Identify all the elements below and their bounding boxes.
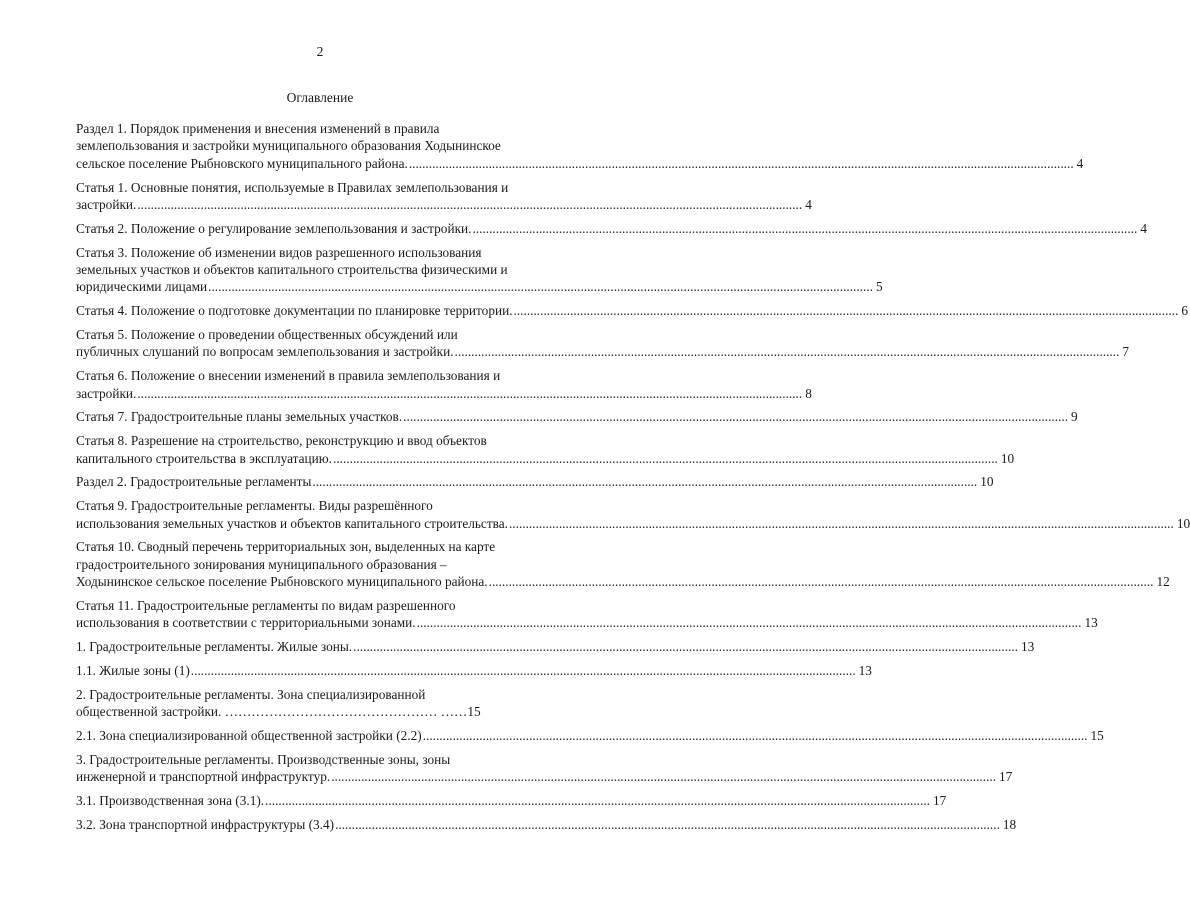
dot-leader: ........................................................................................................................................................................................................ xyxy=(312,474,978,490)
toc-entry-text: общественной застройки. ………………………………………… ……15 xyxy=(76,704,481,720)
toc-entry-text: Статья 7. Градостроительные планы земельных участков. xyxy=(76,409,403,425)
toc-entry-page: 10 xyxy=(1176,515,1190,531)
toc-entry-text: публичных слушаний по вопросам землепользования и застройки. xyxy=(76,344,454,360)
dot-leader: ........................................................................................................................................................................................................ xyxy=(335,816,1000,832)
toc-entry-text: Статья 9. Градостроительные регламенты. Виды разрешённого xyxy=(76,498,433,514)
toc-entry[interactable] xyxy=(76,638,1035,655)
toc-entry-text: 3.1. Производственная зона (3.1). xyxy=(76,793,265,809)
toc-entry[interactable] xyxy=(76,816,1017,833)
toc-entry-text: использования в соответствии с территориальными зонами. xyxy=(76,615,416,631)
toc-entry-page: 5 xyxy=(875,279,883,295)
dot-leader: ........................................................................................................................................................................................................ xyxy=(408,155,1074,171)
toc-entry-text: застройки. xyxy=(76,385,137,401)
toc-entry-page: 17 xyxy=(999,769,1013,785)
toc-title: Оглавление xyxy=(286,90,354,105)
dot-leader: ........................................................................................................................................................................................................ xyxy=(208,279,873,295)
page-number: 2 xyxy=(316,44,324,59)
dot-leader: ........................................................................................................................................................................................................ xyxy=(454,344,1120,360)
toc-entry[interactable] xyxy=(76,179,812,214)
dot-leader: ........................................................................................................................................................................................................ xyxy=(472,220,1138,236)
toc-entry-text: сельское поселение Рыбновского муниципального района. xyxy=(76,155,408,171)
toc-entry[interactable] xyxy=(76,792,947,809)
dot-leader: ........................................................................................................................................................................................................ xyxy=(331,769,997,785)
toc-entry-text: Статья 3. Положение об изменении видов разрешенного использования xyxy=(76,244,482,260)
toc-entry-text: Статья 4. Положение о подготовке документации по планировке территории. xyxy=(76,303,513,319)
toc-entry-page: 9 xyxy=(1071,409,1078,425)
dot-leader: ........................................................................................................................................................................................................ xyxy=(353,639,1018,655)
toc-entry-page: 10 xyxy=(980,474,994,490)
toc-entry[interactable] xyxy=(76,727,1104,744)
toc-entry-text: инженерной и транспортной инфраструктур. xyxy=(76,769,331,785)
toc-entry[interactable] xyxy=(76,497,1190,532)
toc-entry-text: 1.1. Жилые зоны (1) xyxy=(76,663,190,679)
toc-entry[interactable] xyxy=(76,326,1130,361)
toc-entry[interactable] xyxy=(76,120,1084,172)
toc-entry-text: застройки. xyxy=(76,197,137,213)
toc-entry-text: Статья 11. Градостроительные регламенты по видам разрешенного xyxy=(76,598,456,614)
dot-leader: ........................................................................................................................................................................................................ xyxy=(488,574,1154,590)
toc-entry[interactable] xyxy=(76,662,872,679)
toc-entry[interactable] xyxy=(76,432,1015,467)
toc-entry[interactable] xyxy=(76,302,1189,319)
toc-entry[interactable] xyxy=(76,751,1013,786)
toc-entry[interactable] xyxy=(76,408,1078,425)
toc-entry[interactable] xyxy=(76,220,1147,237)
toc-entry[interactable] xyxy=(76,597,1098,632)
toc-entry-page: 18 xyxy=(1002,816,1017,832)
dot-leader: ........................................................................................................................................................................................................ xyxy=(513,303,1179,319)
table-of-contents xyxy=(76,120,1190,840)
toc-entry-page: 13 xyxy=(1084,615,1098,631)
toc-entry-text: Ходынинское сельское поселение Рыбновского муниципального района. xyxy=(76,574,488,590)
toc-entry-page: 4 xyxy=(1140,220,1147,236)
toc-entry-page: 17 xyxy=(932,793,947,809)
dot-leader: ........................................................................................................................................................................................................ xyxy=(403,409,1069,425)
dot-leader: ........................................................................................................................................................................................................ xyxy=(190,663,856,679)
toc-entry-text: градостроительного зонирования муниципального образования – xyxy=(76,556,447,572)
toc-entry-text: Статья 2. Положение о регулирование землепользования и застройки. xyxy=(76,220,472,236)
dot-leader: ........................................................................................................................................................................................................ xyxy=(416,615,1082,631)
toc-entry-page: 8 xyxy=(805,385,812,401)
toc-entry-page: 10 xyxy=(1000,450,1015,466)
toc-entry-text: 2.1. Зона специализированной общественной застройки (2.2) xyxy=(76,728,422,744)
toc-entry[interactable] xyxy=(76,244,883,296)
toc-entry-text: Раздел 2. Градостроительные регламенты xyxy=(76,474,312,490)
dot-leader: ........................................................................................................................................................................................................ xyxy=(508,515,1174,531)
toc-entry-page: 4 xyxy=(805,197,812,213)
toc-entry-page: 6 xyxy=(1181,303,1189,319)
toc-entry-text: 3.2. Зона транспортной инфраструктуры (3.4) xyxy=(76,816,335,832)
toc-entry-text: 3. Градостроительные регламенты. Производственные зоны, зоны xyxy=(76,751,451,767)
dot-leader: ........................................................................................................................................................................................................ xyxy=(422,728,1088,744)
toc-entry[interactable] xyxy=(76,473,994,490)
toc-entry-text: землепользования и застройки муниципального образования Ходынинское xyxy=(76,138,501,154)
toc-entry-text: юридическими лицами xyxy=(76,279,208,295)
toc-entry[interactable] xyxy=(76,367,812,402)
toc-entry-text: Статья 10. Сводный перечень территориальных зон, выделенных на карте xyxy=(76,539,496,555)
dot-leader: ........................................................................................................................................................................................................ xyxy=(333,450,998,466)
toc-entry-text: Статья 1. Основные понятия, используемые в Правилах землепользования и xyxy=(76,179,509,195)
toc-entry-page: 4 xyxy=(1076,155,1084,171)
dot-leader: ........................................................................................................................................................................................................ xyxy=(137,385,803,401)
toc-entry-text: капитального строительства в эксплуатацию. xyxy=(76,450,332,466)
toc-entry-page: 15 xyxy=(1090,728,1104,744)
dot-leader: ........................................................................................................................................................................................................ xyxy=(137,197,803,213)
toc-entry-text: 2. Градостроительные регламенты. Зона специализированной xyxy=(76,686,426,702)
toc-entry-text: Статья 8. Разрешение на строительство, реконструкцию и ввод объектов xyxy=(76,433,487,449)
toc-entry-text: Раздел 1. Порядок применения и внесения изменений в правила xyxy=(76,121,440,136)
toc-entry-page: 7 xyxy=(1122,344,1130,360)
toc-entry[interactable] xyxy=(76,538,1170,590)
toc-entry-page: 13 xyxy=(1020,639,1035,655)
toc-entry-text: использования земельных участков и объектов капитального строительства. xyxy=(76,515,508,531)
toc-entry-text: земельных участков и объектов капитального строительства физическими и xyxy=(76,262,508,278)
toc-entry-text: Статья 6. Положение о внесении изменений в правила землепользования и xyxy=(76,368,501,384)
toc-entry-page: 12 xyxy=(1156,574,1170,590)
toc-entry-text: 1. Градостроительные регламенты. Жилые зоны. xyxy=(76,639,353,655)
dot-leader: ........................................................................................................................................................................................................ xyxy=(265,793,930,809)
toc-entry-text: Статья 5. Положение о проведении общественных обсуждений или xyxy=(76,327,458,343)
toc-entry[interactable] xyxy=(76,686,610,721)
toc-entry-page: 13 xyxy=(858,663,872,679)
